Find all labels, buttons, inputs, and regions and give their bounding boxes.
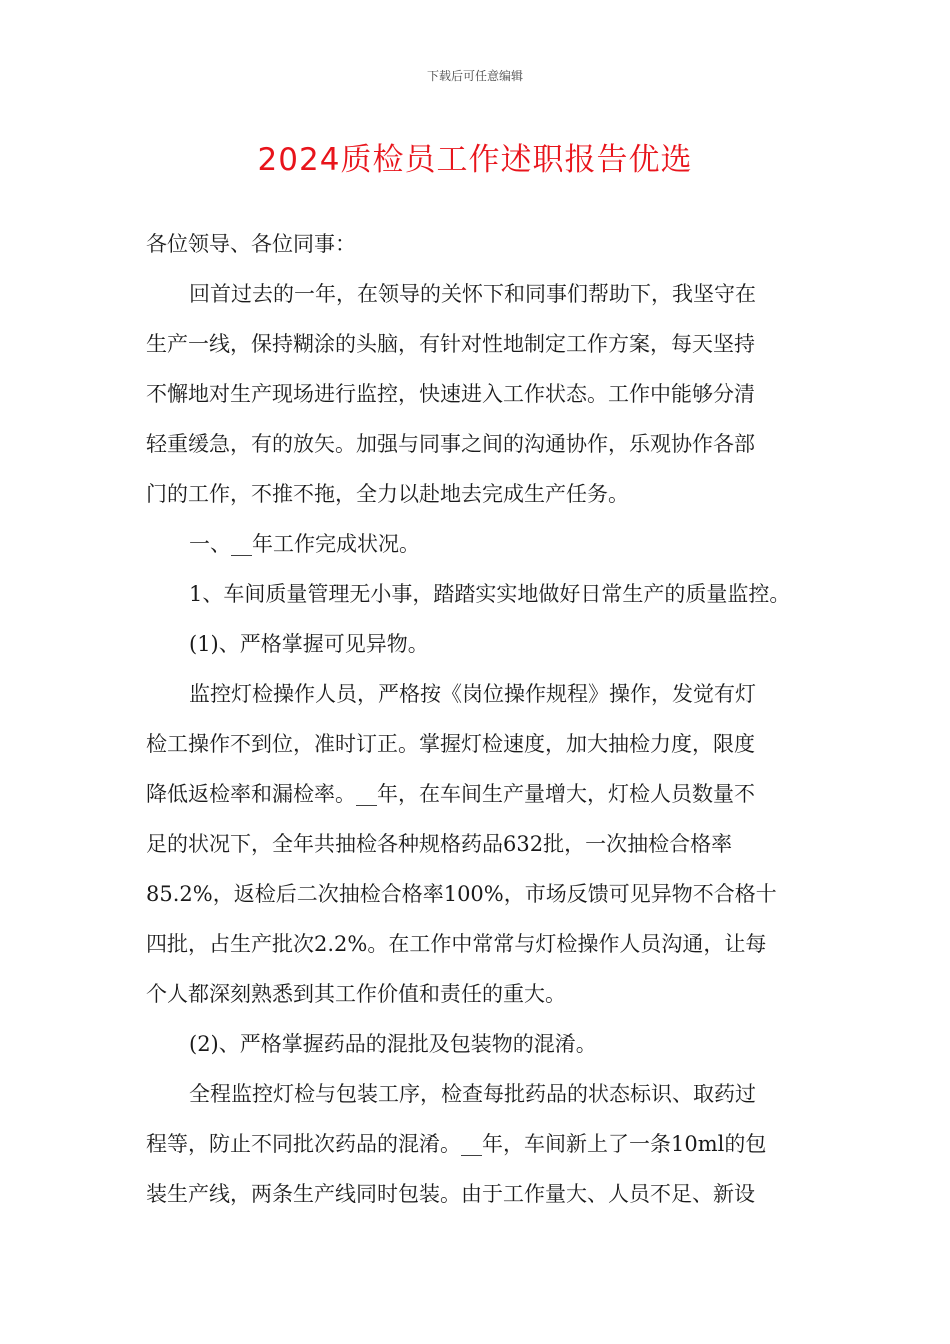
body-line: 门的工作，不推不拖，全力以赴地去完成生产任务。 — [146, 482, 629, 506]
body-line: 检工操作不到位，准时订正。掌握灯检速度，加大抽检力度，限度 — [146, 732, 755, 756]
item-heading: (2)、严格掌握药品的混批及包装物的混淆。 — [189, 1032, 597, 1056]
body-line: 四批，占生产批次2.2%。在工作中常常与灯检操作人员沟通，让每 — [146, 932, 767, 956]
body-line: 轻重缓急，有的放矢。加强与同事之间的沟通协作，乐观协作各部 — [146, 432, 755, 456]
body-line: 监控灯检操作人员，严格按《岗位操作规程》操作，发觉有灯 — [189, 682, 756, 706]
body-line: 个人都深刻熟悉到其工作价值和责任的重大。 — [146, 982, 566, 1006]
body-line: 85.2%，返检后二次抽检合格率100%，市场反馈可见异物不合格十 — [146, 882, 777, 906]
body-line: 全程监控灯检与包装工序，检查每批药品的状态标识、取药过 — [189, 1082, 756, 1106]
item-heading: (1)、严格掌握可见异物。 — [189, 632, 429, 656]
subsection-heading: 1、车间质量管理无小事，踏踏实实地做好日常生产的质量监控。 — [189, 582, 791, 606]
body-line: 程等，防止不同批次药品的混淆。__年，车间新上了一条10ml的包 — [146, 1132, 767, 1156]
body-line: 足的状况下，全年共抽检各种规格药品632批，一次抽检合格率 — [146, 832, 733, 856]
body-line: 生产一线，保持糊涂的头脑，有针对性地制定工作方案，每天坚持 — [146, 332, 755, 356]
body-line: 装生产线，两条生产线同时包装。由于工作量大、人员不足、新设 — [146, 1182, 755, 1206]
section-heading: 一、__年工作完成状况。 — [189, 532, 420, 556]
body-line: 降低返检率和漏检率。__年，在车间生产量增大，灯检人员数量不 — [146, 782, 755, 806]
body-line: 回首过去的一年，在领导的关怀下和同事们帮助下，我坚守在 — [189, 282, 756, 306]
document-title: 2024质检员工作述职报告优选 — [257, 142, 693, 178]
salutation: 各位领导、各位同事： — [146, 232, 356, 256]
body-line: 不懈地对生产现场进行监控，快速进入工作状态。工作中能够分清 — [146, 382, 755, 406]
download-note: 下载后可任意编辑 — [426, 69, 523, 83]
